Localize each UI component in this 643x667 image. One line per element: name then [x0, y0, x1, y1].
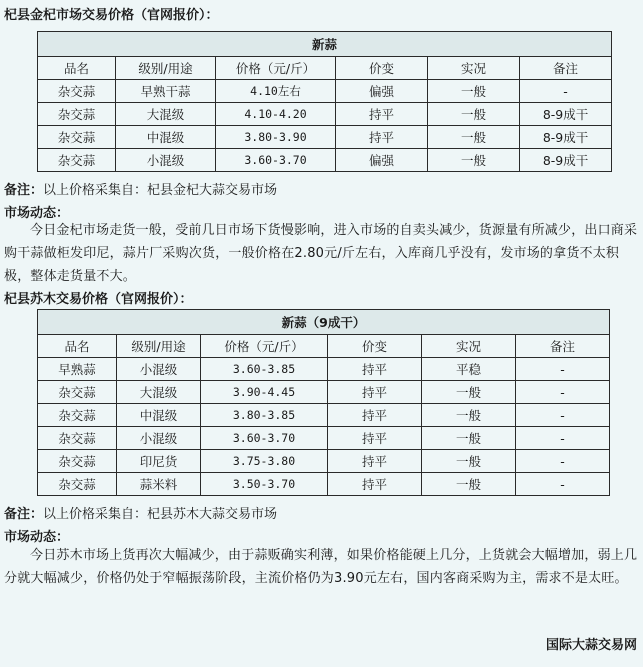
- cell-status: 一般: [428, 126, 520, 149]
- section1-dynamics-title: 市场动态：: [4, 206, 70, 221]
- cell-change: 持平: [328, 427, 422, 450]
- section1-dynamics-text: 今日金杞市场走货一般，受前几日市场下货慢影响，进入市场的自卖头减少，货源量有所减少，出口商采购干蒜做柜发印尼，蒜片厂采购次货，一般价格在2.80元/斤左右，入库商几乎没有，发市场的拿货不太积极，整体走货量不大。: [4, 223, 638, 284]
- cell-grade: 中混级: [117, 404, 201, 427]
- header-cell: 实况: [422, 335, 516, 358]
- cell-price: 3.90-4.45: [201, 381, 328, 404]
- header-cell: 级别/用途: [116, 57, 216, 80]
- cell-remark: -: [516, 404, 610, 427]
- table-row: [38, 126, 612, 149]
- note-label: 备注：: [4, 183, 44, 198]
- cell-product: 早熟蒜: [38, 358, 117, 381]
- cell-status: 一般: [428, 80, 520, 103]
- table-row: [38, 427, 610, 450]
- header-cell: 级别/用途: [117, 335, 201, 358]
- cell-status: 一般: [422, 427, 516, 450]
- cell-status: 平稳: [422, 358, 516, 381]
- header-cell: 价格（元/斤）: [216, 57, 336, 80]
- table-row: [38, 450, 610, 473]
- section2-dynamics-title: 市场动态：: [4, 530, 70, 545]
- cell-remark: -: [516, 381, 610, 404]
- sumu-price-table: [37, 309, 610, 496]
- cell-change: 偏强: [336, 149, 428, 172]
- cell-grade: 小混级: [117, 427, 201, 450]
- cell-product: 杂交蒜: [38, 404, 117, 427]
- section2-dynamics-text: 今日苏木市场上货再次大幅减少，由于蒜贩确实利薄，如果价格能硬上几分，上货就会大幅增加，弱上几分就大幅减少，价格仍处于窄幅振荡阶段，主流价格仍为3.90元左右，国内客商采购为主，需求不是太旺。: [4, 548, 638, 586]
- cell-remark: -: [516, 427, 610, 450]
- cell-status: 一般: [428, 103, 520, 126]
- cell-price: 4.10-4.20: [216, 103, 336, 126]
- cell-grade: 小混级: [116, 149, 216, 172]
- cell-grade: 大混级: [116, 103, 216, 126]
- cell-change: 持平: [328, 473, 422, 496]
- cell-remark: 8-9成干: [520, 103, 612, 126]
- table-row: [38, 80, 612, 103]
- cell-status: 一般: [422, 450, 516, 473]
- table-row: [38, 381, 610, 404]
- table-header-row: [38, 57, 612, 80]
- cell-product: 杂交蒜: [38, 80, 116, 103]
- cell-product: 杂交蒜: [38, 126, 116, 149]
- cell-price: 3.50-3.70: [201, 473, 328, 496]
- cell-product: 杂交蒜: [38, 103, 116, 126]
- cell-product: 杂交蒜: [38, 427, 117, 450]
- cell-remark: -: [516, 358, 610, 381]
- cell-change: 持平: [336, 103, 428, 126]
- cell-status: 一般: [422, 381, 516, 404]
- cell-grade: 早熟干蒜: [116, 80, 216, 103]
- cell-product: 杂交蒜: [38, 450, 117, 473]
- header-cell: 品名: [38, 335, 117, 358]
- table-caption: 新蒜: [38, 32, 612, 57]
- cell-price: 3.60-3.70: [216, 149, 336, 172]
- header-cell: 价变: [328, 335, 422, 358]
- jinqi-price-table: [37, 31, 612, 172]
- note-label: 备注：: [4, 507, 44, 522]
- cell-change: 持平: [328, 381, 422, 404]
- cell-grade: 中混级: [116, 126, 216, 149]
- header-cell: 实况: [428, 57, 520, 80]
- note-text: 以上价格采集自：杞县金杞大蒜交易市场: [43, 183, 278, 198]
- cell-grade: 小混级: [117, 358, 201, 381]
- cell-price: 3.60-3.85: [201, 358, 328, 381]
- cell-remark: -: [516, 450, 610, 473]
- table-row: [38, 473, 610, 496]
- cell-change: 持平: [328, 450, 422, 473]
- cell-grade: 印尼货: [117, 450, 201, 473]
- cell-grade: 大混级: [117, 381, 201, 404]
- table-header-row: [38, 335, 610, 358]
- cell-remark: -: [520, 80, 612, 103]
- cell-status: 一般: [422, 473, 516, 496]
- cell-change: 偏强: [336, 80, 428, 103]
- cell-status: 一般: [428, 149, 520, 172]
- table-row: [38, 149, 612, 172]
- section1-title: 杞县金杞市场交易价格（官网报价）：: [4, 8, 219, 23]
- cell-price: 4.10左右: [216, 80, 336, 103]
- table-row: [38, 404, 610, 427]
- header-cell: 备注: [520, 57, 612, 80]
- table-row: [38, 358, 610, 381]
- cell-product: 杂交蒜: [38, 473, 117, 496]
- section2-note: [4, 503, 277, 522]
- section2-title: 杞县苏木交易价格（官网报价）：: [4, 292, 193, 307]
- header-cell: 价格（元/斤）: [201, 335, 328, 358]
- note-text: 以上价格采集自：杞县苏木大蒜交易市场: [43, 507, 278, 522]
- header-cell: 备注: [516, 335, 610, 358]
- cell-grade: 蒜米料: [117, 473, 201, 496]
- site-footer-brand: 国际大蒜交易网: [545, 638, 637, 653]
- header-cell: 价变: [336, 57, 428, 80]
- cell-remark: -: [516, 473, 610, 496]
- cell-remark: 8-9成干: [520, 149, 612, 172]
- cell-change: 持平: [328, 358, 422, 381]
- cell-price: 3.60-3.70: [201, 427, 328, 450]
- header-cell: 品名: [38, 57, 116, 80]
- cell-status: 一般: [422, 404, 516, 427]
- cell-change: 持平: [328, 404, 422, 427]
- cell-product: 杂交蒜: [38, 149, 116, 172]
- cell-price: 3.80-3.85: [201, 404, 328, 427]
- table-caption: 新蒜（9成干）: [38, 310, 610, 335]
- cell-product: 杂交蒜: [38, 381, 117, 404]
- cell-price: 3.80-3.90: [216, 126, 336, 149]
- section1-note: [4, 179, 277, 198]
- cell-change: 持平: [336, 126, 428, 149]
- cell-remark: 8-9成干: [520, 126, 612, 149]
- cell-price: 3.75-3.80: [201, 450, 328, 473]
- table-row: [38, 103, 612, 126]
